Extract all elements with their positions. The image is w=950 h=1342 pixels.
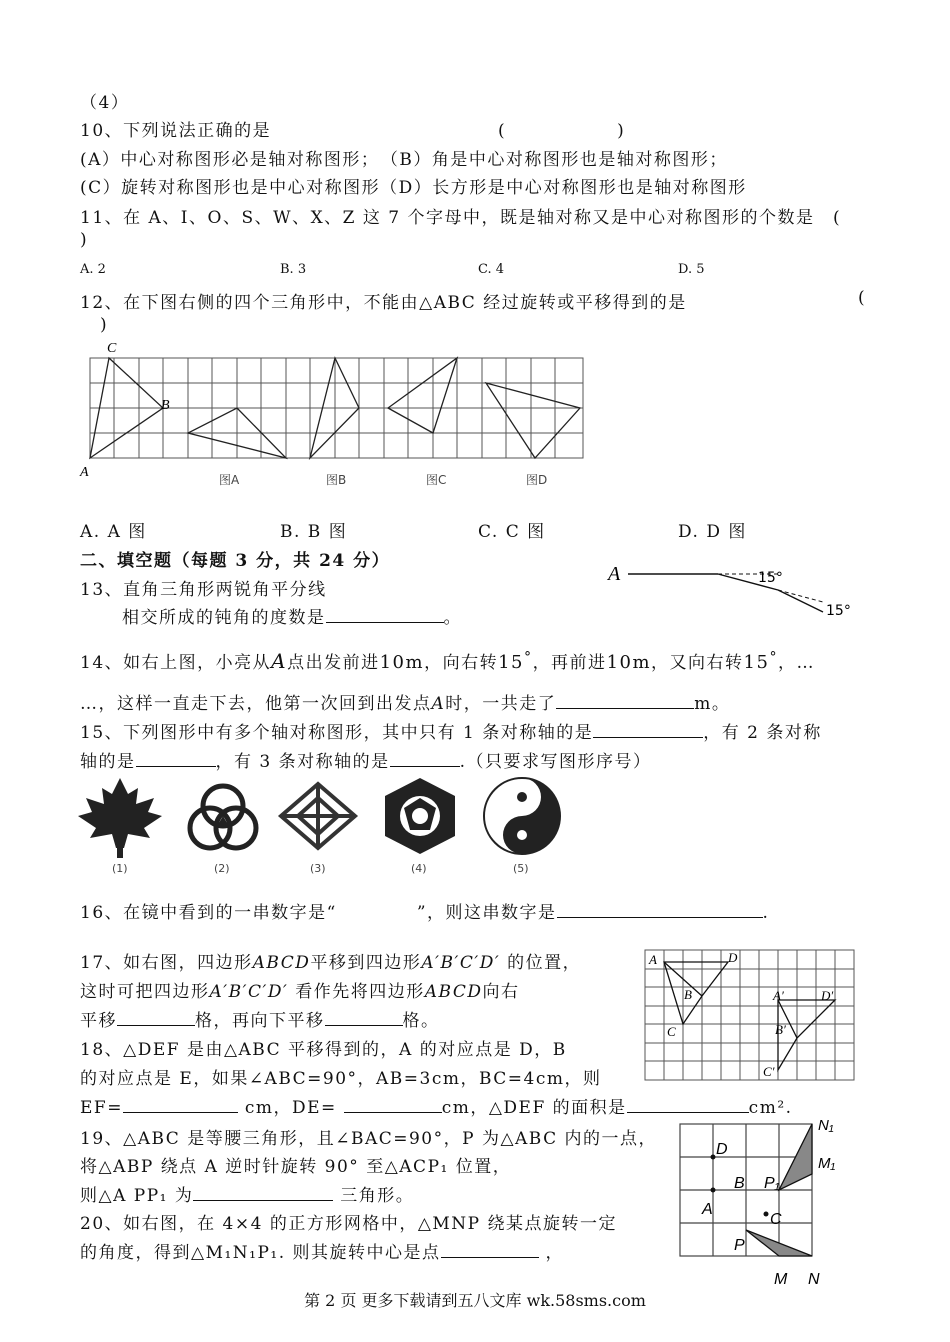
q12-caption-b: 图B <box>326 473 347 487</box>
q15-caption-3: (3) <box>310 862 326 875</box>
q12-label-c: C <box>107 341 117 356</box>
q14-line-2: …，这样一直走下去，他第一次回到出发点A时，一共走了 m。 <box>80 694 731 714</box>
q17-label-b: B <box>684 987 692 1002</box>
q12-grid-figure <box>80 340 585 490</box>
q20-label-p: P <box>734 1237 745 1254</box>
q14-angle-2: 15° <box>826 603 851 619</box>
q19-blank[interactable] <box>193 1184 333 1201</box>
q17-label-c: C <box>667 1024 676 1039</box>
q17-blank-1[interactable] <box>117 1009 195 1026</box>
q13-blank[interactable] <box>326 606 444 623</box>
q17-grid-figure <box>643 948 858 1083</box>
q12-option-a: A. A 图 <box>80 522 147 542</box>
q20-line-1: 20、如右图，在 4×4 的正方形网格中，△MNP 绕某点旋转一定 <box>80 1214 618 1234</box>
q20-grid-figure <box>672 1118 842 1288</box>
q15-caption-4: (4) <box>411 862 427 875</box>
q20-blank[interactable] <box>441 1241 539 1258</box>
q12-caption-c: 图C <box>426 473 447 487</box>
q17-line-2: 这时可把四边形A′B′C′D′ 看作先将四边形ABCD向右 <box>80 982 520 1002</box>
q11-text: 11、在 A、I、O、S、W、X、Z 这 7 个字母中，既是轴对称又是中心对称图形的个数是 ( <box>80 208 842 228</box>
q14-path-figure <box>608 560 878 620</box>
q13-line-1: 13、直角三角形两锐角平分线 <box>80 580 327 600</box>
q17-line-3: 平移 格，再向下平移 格。 <box>80 1011 440 1031</box>
line-4: （4） <box>80 93 130 113</box>
q20-label-p1: P₁ <box>764 1175 780 1192</box>
section-2-heading: 二、填空题（每题 3 分，共 24 分） <box>80 551 391 571</box>
q11-option-d: D. 5 <box>678 262 705 277</box>
q12-option-c: C. C 图 <box>478 522 546 542</box>
triangle-d <box>486 383 580 458</box>
hexagon-figure <box>385 778 455 854</box>
q20-line-2: 的角度，得到△M₁N₁P₁. 则其旋转中心是点 ， <box>80 1243 564 1263</box>
q18-blank-ef[interactable] <box>123 1096 238 1113</box>
q19-line-1: 19、△ABC 是等腰三角形，且∠BAC=90°，P 为△ABC 内的一点， <box>80 1129 658 1149</box>
q14-line-1: 14、如右上图，小亮从A点出发前进10m，向右转15°，再前进10m，又向右转15°，… <box>80 649 816 673</box>
q17-blank-2[interactable] <box>325 1009 403 1026</box>
q17-label-a: A <box>649 952 657 967</box>
yin-yang-figure <box>484 778 560 854</box>
q17-label-d: D <box>728 950 738 965</box>
q20-label-a: A <box>702 1201 713 1218</box>
q20-label-n1: N₁ <box>818 1117 834 1134</box>
q20-label-m: M <box>774 1271 788 1288</box>
q20-label-n: N <box>808 1271 820 1288</box>
q15-line-1: 15、下列图形中有多个轴对称图形，其中只有 1 条对称轴的是 ，有 2 条对称 <box>80 723 822 743</box>
q18-blank-de[interactable] <box>344 1096 442 1113</box>
q10-answer-paren: ( ) <box>498 121 626 141</box>
q15-figures <box>78 776 618 876</box>
q13-line-2: 相交所成的钝角的度数是 。 <box>122 608 462 628</box>
q18-blank-area[interactable] <box>627 1096 749 1113</box>
q12-close-paren: ) <box>100 315 109 335</box>
q18-line-2: 的对应点是 E，如果∠ABC=90°，AB=3cm，BC=4cm，则 <box>80 1069 602 1089</box>
q12-open-paren: ( <box>858 288 867 308</box>
q15-line-2: 轴的是 ，有 3 条对称轴的是 .（只要求写图形序号） <box>80 752 652 772</box>
q15-caption-2: (2) <box>214 862 230 875</box>
q11-option-b: B. 3 <box>280 262 307 277</box>
q10-text: 10、下列说法正确的是 <box>80 121 272 141</box>
q11-option-a: A. 2 <box>80 262 106 277</box>
q12-option-d: D. D 图 <box>678 522 747 542</box>
q12-label-a: A <box>80 465 89 480</box>
q14-blank[interactable] <box>556 692 694 709</box>
q12-caption-a: 图A <box>219 473 240 487</box>
quad-abcd-prime <box>778 1000 835 1070</box>
knot-figure <box>281 784 355 848</box>
q12-label-b: B <box>161 398 170 413</box>
q12-caption-d: 图D <box>526 473 548 487</box>
q18-line-1: 18、△DEF 是由△ABC 平移得到的，A 的对应点是 D，B <box>80 1040 567 1060</box>
q11-close-paren: ) <box>80 230 89 250</box>
q15-caption-1: (1) <box>112 862 128 875</box>
q15-caption-5: (5) <box>513 862 529 875</box>
q10-options-ab: (A）中心对称图形必是轴对称图形； （B）角是中心对称图形也是轴对称图形； <box>80 150 728 170</box>
q14-angle-1: 15° <box>758 570 783 586</box>
q14-figure-a: A <box>608 563 621 585</box>
q19-line-3: 则△A PP₁ 为 三角形。 <box>80 1186 415 1206</box>
q16-line: 16、在镜中看到的一串数字是“ ”，则这串数字是 . <box>80 903 770 923</box>
q17-label-c-prime: C′ <box>763 1064 775 1079</box>
q12-text: 12、在下图右侧的四个三角形中，不能由△ABC 经过旋转或平移得到的是 <box>80 293 687 313</box>
q16-blank[interactable] <box>557 901 763 918</box>
q20-label-m1: M₁ <box>818 1155 836 1172</box>
q17-label-a-prime: A′ <box>773 988 784 1003</box>
q17-line-1: 17、如右图，四边形ABCD平移到四边形A′B′C′D′ 的位置， <box>80 953 582 973</box>
q17-label-b-prime: B′ <box>775 1022 786 1037</box>
q20-label-b: B <box>734 1175 745 1192</box>
q10-options-cd: (C）旋转对称图形也是中心对称图形（D）长方形是中心对称图形也是轴对称图形 <box>80 178 747 198</box>
q20-label-c: C <box>770 1211 782 1228</box>
maple-leaf-figure <box>78 778 162 858</box>
page-footer: 第 2 页 更多下载请到五八文库 wk.58sms.com <box>304 1291 646 1310</box>
q15-blank-3[interactable] <box>390 750 460 767</box>
q12-option-b: B. B 图 <box>280 522 348 542</box>
q20-label-d: D <box>716 1141 728 1158</box>
q17-label-d-prime: D′ <box>821 988 834 1003</box>
q19-line-2: 将△ABP 绕点 A 逆时针旋转 90° 至△ACP₁ 位置， <box>80 1157 512 1177</box>
q15-blank-1[interactable] <box>593 721 703 738</box>
triangle-c <box>388 358 457 433</box>
q18-line-3: EF= cm，DE= cm，△DEF 的面积是 cm². <box>80 1098 793 1118</box>
q15-blank-2[interactable] <box>136 750 216 767</box>
q11-option-c: C. 4 <box>478 262 505 277</box>
